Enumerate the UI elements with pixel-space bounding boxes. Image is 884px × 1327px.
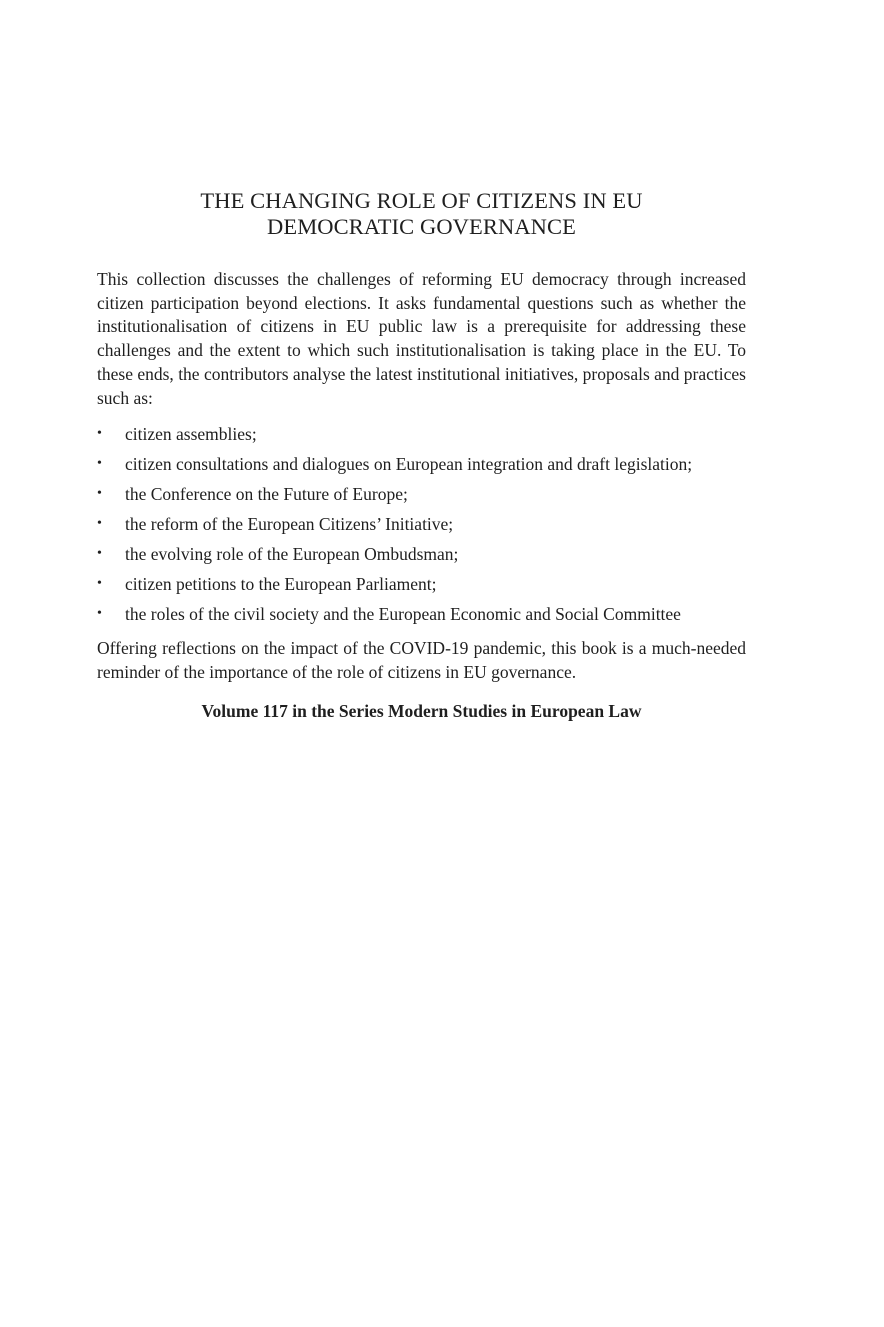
intro-paragraph: This collection discusses the challenges of reforming EU democracy through increased citizen participation beyond elections. It asks fundamental questions such as whether the institutionalisation of citizens in EU public law is a prerequisite for addressing these challenges and the extent to which such institutionalisation is taking place in the EU. To these ends, the contributors analyse the latest institutional initiatives, proposals and practices such as: — [97, 269, 746, 408]
closing-paragraph: Offering reflections on the impact of the COVID-19 pandemic, this book is a much-needed reminder of the importance of the role of citizens in EU governance. — [97, 638, 746, 682]
bullet-icon: • — [97, 516, 102, 532]
list-item — [97, 479, 746, 509]
book-title — [97, 188, 746, 240]
list-item-text: citizen petitions to the European Parliament; — [125, 574, 437, 595]
bullet-icon: • — [97, 546, 102, 562]
list-item — [97, 419, 746, 449]
bullet-icon: • — [97, 456, 102, 472]
bullet-icon: • — [97, 576, 102, 592]
list-item — [97, 599, 746, 629]
list-item — [97, 449, 746, 479]
list-item-text: citizen consultations and dialogues on European integration and draft legislation; — [125, 454, 693, 475]
list-item-text: the reform of the European Citizens’ Initiative; — [125, 514, 454, 535]
bullet-icon: • — [97, 426, 102, 442]
list-item — [97, 569, 746, 599]
list-item — [97, 539, 746, 569]
bullet-icon: • — [97, 606, 102, 622]
list-item-text: the roles of the civil society and the European Economic and Social Committee — [125, 604, 681, 625]
book-title-line-2: DEMOCRATIC GOVERNANCE — [267, 214, 576, 239]
list-item-text: the Conference on the Future of Europe; — [125, 484, 408, 505]
list-item — [97, 509, 746, 539]
bullet-icon: • — [97, 486, 102, 502]
list-item-text: citizen assemblies; — [125, 424, 257, 445]
book-title-line-1: THE CHANGING ROLE OF CITIZENS IN EU — [200, 188, 643, 213]
series-line: Volume 117 in the Series Modern Studies in European Law — [201, 700, 642, 721]
book-blurb-page — [97, 188, 746, 723]
topics-list — [97, 419, 746, 629]
list-item-text: the evolving role of the European Ombudsman; — [125, 544, 459, 565]
